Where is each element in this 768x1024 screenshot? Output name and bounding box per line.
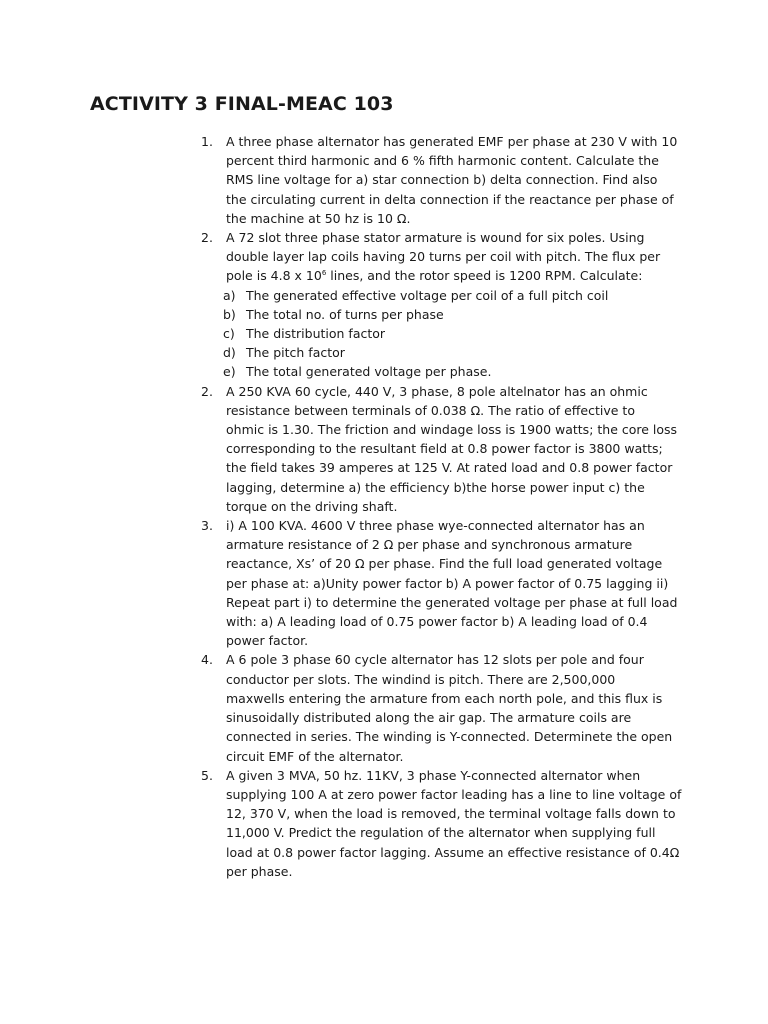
problem-text-line: A given 3 MVA, 50 hz. 11KV, 3 phase Y-connected alternator when: [226, 767, 641, 783]
problem-text-line: double layer lap coils having 20 turns per coil with pitch. The flux per: [226, 249, 661, 265]
sub-question-letter: c): [223, 326, 235, 342]
sub-question-text: The generated effective voltage per coil of a full pitch coil: [246, 287, 609, 303]
problem-text-line: per phase.: [226, 863, 293, 879]
problem-text-line: 11,000 V. Predict the regulation of the alternator when supplying full: [226, 825, 656, 841]
problem-text-line: Repeat part i) to determine the generated voltage per phase at full load: [226, 594, 678, 610]
problem-number: 4.: [201, 652, 213, 668]
problem-text-line: percent third harmonic and 6 % fifth harmonic content. Calculate the: [226, 153, 659, 169]
problem-text-line: the machine at 50 hz is 10 Ω.: [226, 210, 411, 226]
problem-item: [201, 516, 691, 650]
problem-text-line: with: a) A leading load of 0.75 power factor b) A leading load of 0.4: [226, 614, 648, 630]
problem-text-line: resistance between terminals of 0.038 Ω. The ratio of effective to: [226, 402, 635, 418]
problem-text-line: torque on the driving shaft.: [226, 498, 398, 514]
problem-item: [201, 132, 691, 228]
problem-item: [201, 650, 691, 765]
sub-question-list: [201, 286, 691, 382]
problem-list: [201, 132, 691, 881]
problem-text-line: ohmic is 1.30. The friction and windage loss is 1900 watts; the core loss: [226, 422, 678, 438]
problem-text-line: connected in series. The winding is Y-connected. Determinete the open: [226, 729, 673, 745]
problem-text-line: A 6 pole 3 phase 60 cycle alternator has 12 slots per pole and four: [226, 652, 644, 668]
problem-number: 1.: [201, 134, 213, 149]
sub-question-letter: e): [223, 364, 236, 380]
problem-number: 3.: [201, 518, 213, 534]
problem-text-line: maxwells entering the armature from each north pole, and this flux is: [226, 690, 663, 706]
problem-item: [201, 228, 691, 286]
problem-text-line: circuit EMF of the alternator.: [226, 748, 404, 764]
problem-text-line: power factor.: [226, 633, 309, 649]
problem-number: 2.: [201, 383, 213, 399]
problem-text-line: supplying 100 A at zero power factor leading has a line to line voltage of: [226, 786, 682, 802]
problem-text-line: load at 0.8 power factor lagging. Assume an effective resistance of 0.4Ω: [226, 844, 680, 860]
problem-item: [201, 382, 691, 516]
flux-text-before: pole is 4.8 x 10: [226, 268, 322, 284]
problem-text-line: per phase at: a)Unity power factor b) A power factor of 0.75 lagging ii): [226, 575, 669, 591]
problem-text-line: 12, 370 V, when the load is removed, the terminal voltage falls down to: [226, 806, 676, 822]
flux-text-line: [226, 266, 691, 285]
sub-question: [201, 343, 691, 362]
problem-item: [201, 766, 691, 881]
sub-question: [201, 362, 691, 381]
sub-question-letter: d): [223, 345, 236, 361]
problem-text-line: the field takes 39 amperes at 125 V. At rated load and 0.8 power factor: [226, 460, 673, 476]
sub-question-letter: a): [223, 287, 236, 303]
problem-text-line: A 250 KVA 60 cycle, 440 V, 3 phase, 8 pole altelnator has an ohmic: [226, 383, 648, 399]
problem-text-line: reactance, Xs’ of 20 Ω per phase. Find the full load generated voltage: [226, 556, 663, 572]
sub-question-letter: b): [223, 306, 236, 322]
sub-question-text: The pitch factor: [246, 345, 345, 361]
problem-number: 2.: [201, 230, 213, 246]
problem-text-line: lagging, determine a) the efficiency b)the horse power input c) the: [226, 479, 645, 495]
problem-text-line: A 72 slot three phase stator armature is wound for six poles. Using: [226, 230, 645, 246]
problem-text-line: corresponding to the resultant field at 0.8 power factor is 3800 watts;: [226, 441, 663, 457]
problem-text-line: conductor per slots. The windind is pitch. There are 2,500,000: [226, 671, 616, 687]
sub-question: [201, 286, 691, 305]
problem-text-line: the circulating current in delta connection if the reactance per phase of: [226, 191, 674, 207]
sub-question-text: The distribution factor: [246, 326, 386, 342]
sub-question-text: The total generated voltage per phase.: [246, 364, 492, 380]
problem-number: 5.: [201, 767, 213, 783]
sub-question-text: The total no. of turns per phase: [246, 306, 444, 322]
sub-question: [201, 324, 691, 343]
problem-text-line: i) A 100 KVA. 4600 V three phase wye-connected alternator has an: [226, 518, 645, 534]
flux-text-after: lines, and the rotor speed is 1200 RPM. Calculate:: [326, 268, 643, 284]
problem-text-line: sinusoidally distributed along the air gap. The armature coils are: [226, 710, 632, 726]
document-title: ACTIVITY 3 FINAL-MEAC 103: [90, 93, 394, 115]
problem-text-line: A three phase alternator has generated EMF per phase at 230 V with 10: [226, 134, 678, 149]
sub-question: [201, 305, 691, 324]
flux-exponent: 6: [321, 269, 327, 278]
problem-text-line: RMS line voltage for a) star connection b) delta connection. Find also: [226, 172, 658, 188]
problem-text-line: armature resistance of 2 Ω per phase and synchronous armature: [226, 537, 633, 553]
